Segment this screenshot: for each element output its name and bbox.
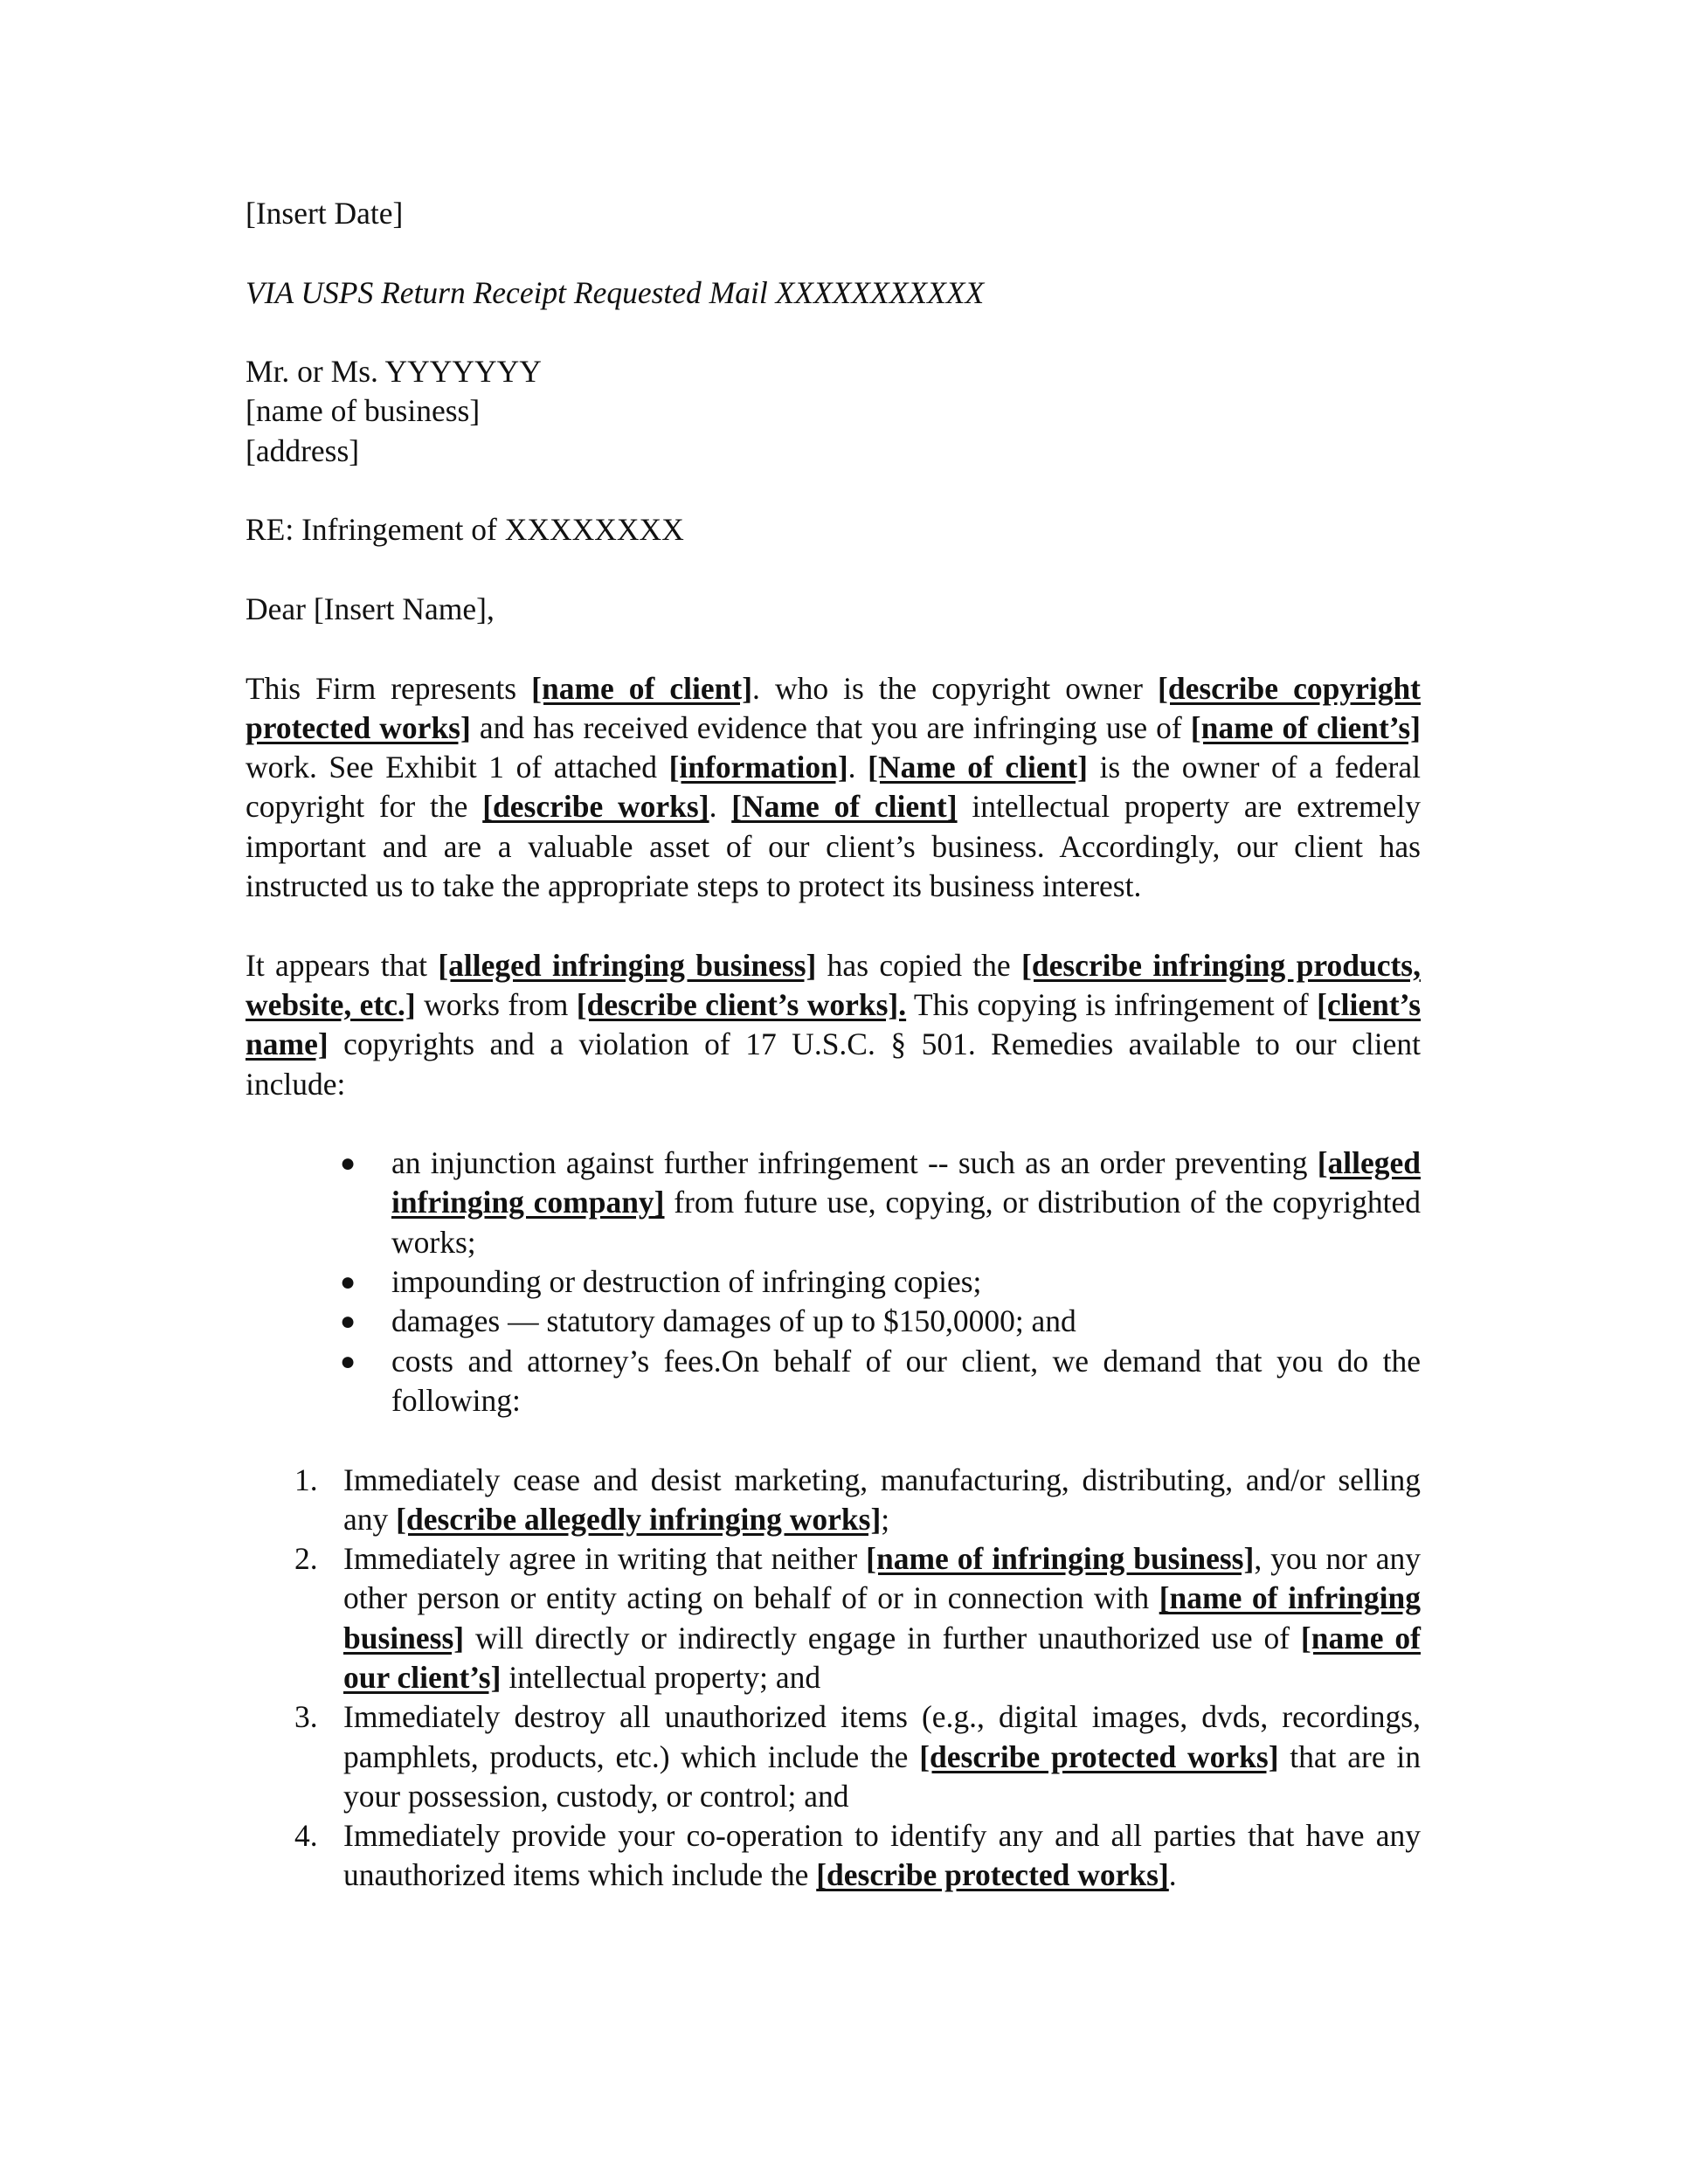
- list-item-text: Immediately cease and desist marketing, manufacturing, distributing, and/or selling any: [343, 1462, 1421, 1537]
- list-item-text: impounding or destruction of infringing copies;: [391, 1264, 982, 1300]
- placeholder-field: [name of infringing business]: [343, 1580, 1421, 1655]
- spacer: [246, 906, 1421, 945]
- placeholder-field: [client’s name]: [246, 986, 1422, 1062]
- placeholder-field: [alleged infringing business]: [438, 947, 817, 983]
- placeholder-field: [Name of client]: [868, 750, 1088, 785]
- list-item: [246, 1144, 1421, 1262]
- recipient-block: [246, 352, 1421, 471]
- paragraph-text: and has received evidence that you are infringing use of: [470, 709, 1191, 745]
- subject-line: RE: Infringement of XXXXXXXX: [246, 512, 684, 548]
- placeholder-field: [Name of client]: [731, 789, 958, 825]
- paragraph-representation: [246, 669, 1421, 907]
- list-item-text: Immediately agree in writing that neither: [343, 1541, 867, 1577]
- list-item: [246, 1262, 1421, 1302]
- recipient-address: [address]: [246, 432, 360, 468]
- list-item-text: , you nor any other person or entity acting on behalf of or in connection with: [343, 1541, 1421, 1616]
- list-number: 3.: [294, 1699, 318, 1735]
- list-item-text: an injunction against further infringement -- such as an order preventing: [391, 1145, 1318, 1181]
- paragraph-text: This Firm represents: [246, 670, 532, 706]
- placeholder-field: [describe works]: [482, 789, 709, 825]
- delivery-method-line: VIA USPS Return Receipt Requested Mail XXXXXXXXXXX: [246, 274, 985, 310]
- paragraph-text: .: [847, 750, 868, 785]
- list-item: [246, 1342, 1421, 1421]
- paragraph-text: copyrights and a violation of 17 U.S.C. § 501. Remedies available to our client include:: [246, 1026, 1421, 1102]
- recipient-name: Mr. or Ms. YYYYYYY: [246, 354, 542, 390]
- paragraph-text: intellectual property are extremely important and are a valuable asset of our client’s business. Accordingly, our client has instructed us to take the appropriate steps to protect its business interest.: [246, 789, 1421, 904]
- list-item-text: will directly or indirectly engage in further unauthorized use of: [464, 1620, 1301, 1655]
- list-item-text: Immediately provide your co-operation to identify any and all parties that have any unauthorized items which include the: [343, 1818, 1421, 1893]
- placeholder-field: [describe protected works]: [919, 1738, 1279, 1774]
- paragraph-text: .: [709, 789, 732, 825]
- recipient-business: [name of business]: [246, 393, 481, 429]
- placeholder-field: [name of client’s]: [1190, 709, 1422, 745]
- list-item-text: damages — statutory damages of up to $150,0000; and: [391, 1303, 1076, 1339]
- paragraph-text: works from: [415, 986, 577, 1022]
- placeholder-field: [describe allegedly infringing works]: [396, 1501, 882, 1537]
- paragraph-text: has copied the: [816, 947, 1022, 983]
- list-item-text: costs and attorney’s fees.On behalf of our client, we demand that you do the following:: [391, 1343, 1421, 1418]
- letter-body: [246, 194, 1421, 1896]
- spacer: [246, 471, 1421, 510]
- list-item-text: intellectual property; and: [501, 1659, 821, 1695]
- placeholder-field: [describe protected works]: [816, 1857, 1169, 1893]
- date-line: [Insert Date]: [246, 196, 404, 231]
- list-item: [246, 1539, 1421, 1697]
- list-item-text: that are in your possession, custody, or control; and: [343, 1738, 1421, 1814]
- list-item: [246, 1816, 1421, 1896]
- placeholder-field: [name of client]: [531, 670, 753, 706]
- placeholder-field: [information]: [668, 750, 848, 785]
- bullet-icon: ●: [340, 1268, 356, 1297]
- list-item-text: .: [1168, 1857, 1177, 1893]
- paragraph-infringement: [246, 946, 1421, 1104]
- salutation: Dear [Insert Name],: [246, 591, 495, 626]
- list-item-text: Immediately destroy all unauthorized items (e.g., digital images, dvds, recordings, pamphlets, products, etc.) which include the: [343, 1699, 1421, 1774]
- placeholder-field: [describe copyright protected works]: [246, 670, 1422, 745]
- spacer: [246, 1104, 1421, 1144]
- list-item-text: from future use, copying, or distribution of the copyrighted works;: [391, 1185, 1421, 1260]
- spacer: [246, 629, 1421, 668]
- paragraph-text: This copying is infringement of: [906, 986, 1318, 1022]
- demands-list: [246, 1461, 1421, 1896]
- list-number: 1.: [294, 1462, 318, 1497]
- placeholder-field: [name of infringing business]: [866, 1541, 1255, 1577]
- placeholder-field: [name of our client’s]: [343, 1620, 1421, 1695]
- spacer: [246, 313, 1421, 352]
- remedies-list: [246, 1144, 1421, 1420]
- bullet-icon: ●: [340, 1307, 356, 1337]
- list-number: 4.: [294, 1818, 318, 1854]
- list-item: [246, 1697, 1421, 1816]
- placeholder-field: [describe infringing products, website, etc.]: [246, 947, 1421, 1022]
- paragraph-text: is the owner of a federal copyright for the: [246, 750, 1421, 825]
- spacer: [246, 550, 1421, 590]
- list-item: [246, 1461, 1421, 1540]
- placeholder-field: [alleged infringing company]: [391, 1145, 1421, 1220]
- bullet-icon: ●: [340, 1346, 356, 1376]
- paragraph-text: . who is the copyright owner: [752, 670, 1159, 706]
- spacer: [246, 1420, 1421, 1460]
- placeholder-field: [describe client’s works].: [576, 986, 907, 1022]
- paragraph-text: work. See Exhibit 1 of attached: [246, 750, 669, 785]
- spacer: [246, 233, 1421, 273]
- paragraph-text: It appears that: [246, 947, 439, 983]
- list-item-text: ;: [881, 1501, 890, 1537]
- bullet-icon: ●: [340, 1149, 356, 1178]
- list-item: [246, 1302, 1421, 1341]
- list-number: 2.: [294, 1541, 318, 1577]
